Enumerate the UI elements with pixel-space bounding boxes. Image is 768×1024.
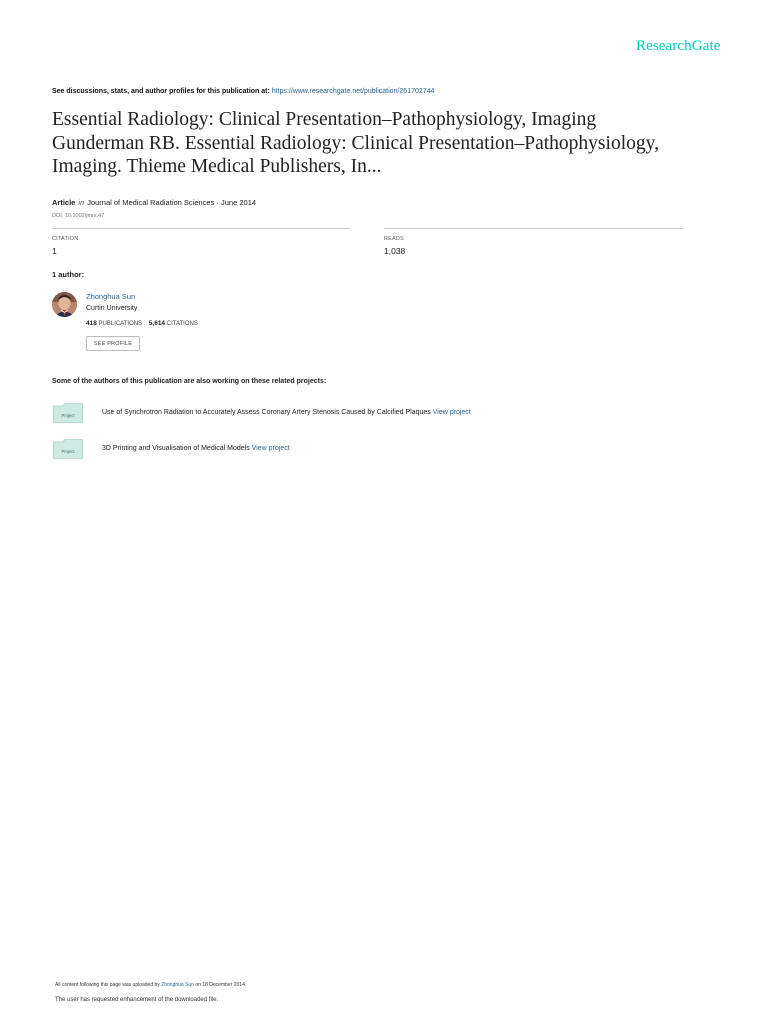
related-project-item [102, 445, 290, 452]
see-profile-button[interactable]: SEE PROFILE [86, 336, 140, 351]
project-icon-label: Project [61, 449, 75, 454]
project-folder-icon [53, 403, 83, 423]
avatar-portrait-icon [52, 292, 77, 317]
enhancement-note: The user has requested enhancement of the downloaded file. [55, 997, 219, 1003]
publication-type: Article [52, 198, 76, 207]
journal-name[interactable]: Journal of Medical Radiation Sciences · June 2014 [87, 198, 257, 207]
publications-label: PUBLICATIONS [98, 321, 143, 327]
view-project-link[interactable]: View project [251, 445, 290, 452]
citation-divider [52, 228, 350, 229]
publication-meta [52, 198, 256, 207]
author-institution: Curtin University [86, 305, 138, 312]
see-discussions-line [52, 88, 434, 95]
reads-label: READS [384, 236, 404, 242]
title-line: Essential Radiology: Clinical Presentation–Pathophysiology, Imaging [52, 109, 597, 130]
citation-label: CITATION [52, 236, 79, 242]
uploader-link[interactable]: Zhonghua Sun [161, 982, 194, 988]
related-project-item [102, 409, 471, 416]
project-folder-icon [53, 439, 83, 459]
project-title: 3D Printing and Visualisation of Medical Models [102, 445, 250, 452]
doi-text: DOI: 10.1002/jmrs.47 [52, 213, 105, 219]
reads-count: 1,038 [384, 246, 406, 256]
author-stats [86, 320, 198, 327]
researchgate-logo[interactable]: ResearchGate [636, 38, 721, 54]
citations-label: CITATIONS [166, 321, 198, 327]
in-word: in [78, 198, 85, 207]
reads-divider [384, 228, 683, 229]
publications-count: 418 [86, 320, 97, 327]
upload-prefix: All content following this page was uploaded by [55, 982, 160, 988]
citations-count: 5,614 [148, 320, 166, 327]
upload-notice [55, 982, 246, 988]
authors-heading: 1 author: [52, 270, 85, 279]
upload-suffix: on 18 December 2014. [195, 982, 247, 988]
citation-count: 1 [52, 246, 57, 256]
title-line: Gunderman RB. Essential Radiology: Clinical Presentation–Pathophysiology, [52, 132, 659, 154]
related-projects-heading: Some of the authors of this publication are also working on these related projects: [52, 378, 327, 385]
view-project-link[interactable]: View project [432, 409, 471, 416]
publication-title [52, 108, 732, 179]
project-icon-label: Project [61, 413, 75, 418]
project-title: Use of Synchrotron Radiation to Accurately Assess Coronary Artery Stenosis Caused by Calcified Plaques [102, 409, 431, 416]
author-name-link[interactable]: Zhonghua Sun [86, 292, 136, 301]
title-line: Imaging. Thieme Medical Publishers, In... [52, 156, 382, 177]
publication-url-link[interactable]: https://www.researchgate.net/publication/261702744 [271, 88, 435, 95]
see-discussions-text: See discussions, stats, and author profiles for this publication at: [52, 88, 270, 95]
author-avatar[interactable] [52, 292, 77, 317]
